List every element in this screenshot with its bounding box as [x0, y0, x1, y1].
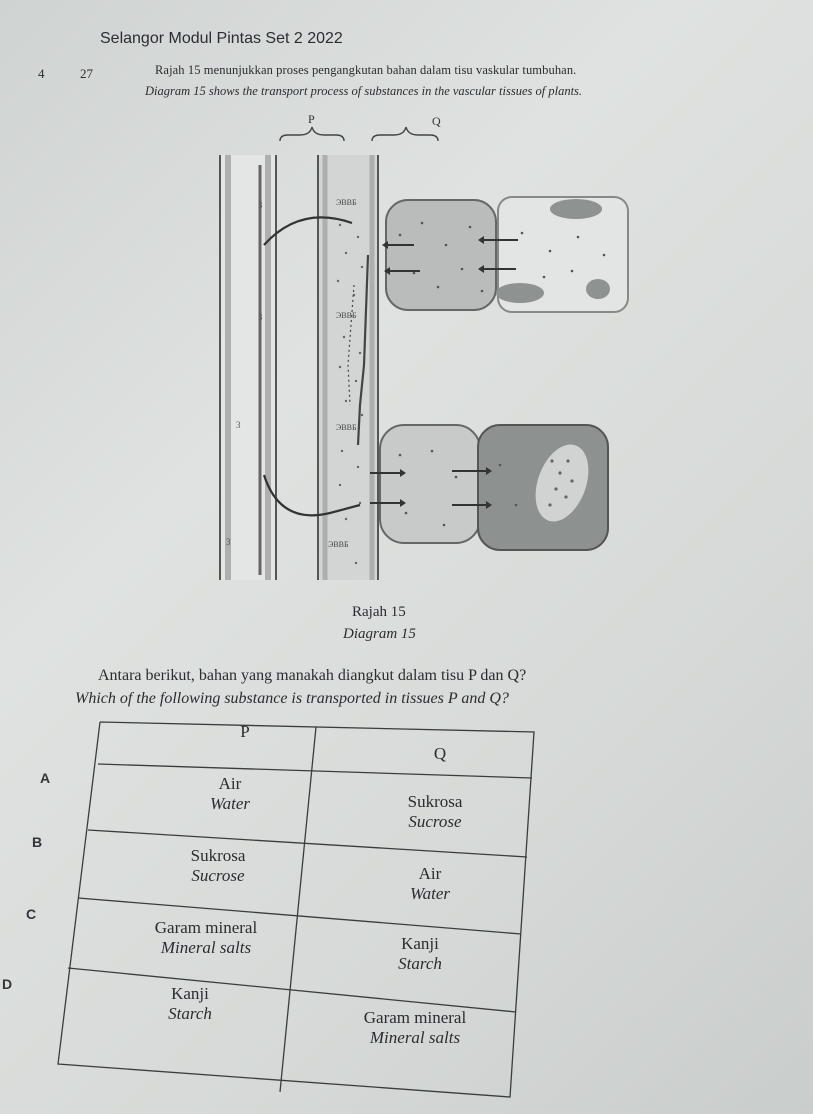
label-q: Q [432, 114, 441, 128]
option-b-p-ms: Sukrosa [190, 846, 246, 865]
svg-text:3: 3 [226, 537, 231, 547]
svg-text:ЭBBБ: ЭBBБ [328, 540, 349, 549]
option-b-p-en: Sucrose [191, 866, 245, 885]
option-d-p-ms: Kanji [171, 984, 209, 1003]
option-b-q-ms: Air [418, 864, 442, 883]
option-a-p [120, 774, 340, 814]
svg-text:3: 3 [258, 200, 263, 210]
question-text-english: Diagram 15 shows the transport process of substances in the vascular tissues of plants. [145, 84, 583, 98]
option-c-q-en: Starch [398, 954, 442, 973]
option-c-p [96, 918, 316, 958]
source-cells [382, 197, 628, 312]
margin-number: 4 [38, 66, 45, 81]
header-q: Q [433, 744, 447, 763]
option-b-p [108, 846, 328, 886]
table-grid [40, 712, 560, 1112]
answer-table [2, 712, 560, 1112]
option-a-q-en: Sucrose [408, 812, 462, 831]
option-d-letter: D [2, 976, 13, 992]
diagram-caption-english: Diagram 15 [343, 626, 416, 642]
svg-text:ЭBBБ: ЭBBБ [336, 198, 357, 207]
svg-text:3: 3 [258, 312, 263, 322]
option-b-q-en: Water [410, 884, 450, 903]
option-c-p-en: Mineral salts [160, 938, 252, 957]
prompt-malay: Antara berikut, bahan yang manakah diangkut dalam tisu P dan Q? [98, 667, 527, 684]
svg-text:ЭBBБ: ЭBBБ [336, 311, 357, 320]
question-text-malay: Rajah 15 menunjukkan proses pengangkutan bahan dalam tisu vaskular tumbuhan. [155, 63, 577, 77]
option-d-q-en: Mineral salts [369, 1028, 461, 1047]
svg-text:3: 3 [236, 420, 241, 430]
diagram-caption-malay: Rajah 15 [352, 604, 406, 620]
option-c-letter: C [26, 906, 37, 922]
option-d-p [80, 984, 300, 1024]
option-c-q [310, 934, 530, 974]
option-c-q-ms: Kanji [401, 934, 439, 953]
header-p: P [240, 722, 250, 741]
option-c-p-ms: Garam mineral [154, 918, 258, 937]
source-header: Selangor Modul Pintas Set 2 2022 [100, 30, 343, 47]
option-a-p-en: Water [210, 794, 250, 813]
xylem-vessel [220, 155, 276, 580]
option-a-p-ms: Air [218, 774, 242, 793]
prompt-english: Which of the following substance is transported in tissues P and Q? [75, 690, 509, 707]
option-d-q-ms: Garam mineral [363, 1008, 467, 1027]
option-a-q [325, 792, 545, 832]
sink-cells [370, 425, 608, 550]
brace-p [280, 127, 344, 141]
question-number: 27 [80, 66, 93, 81]
label-p: P [308, 112, 315, 126]
phloem-sieve-tube [318, 155, 378, 580]
option-a-q-ms: Sukrosa [407, 792, 463, 811]
vascular-tissue-diagram [200, 105, 640, 590]
option-b-letter: B [32, 834, 43, 850]
option-d-q [305, 1008, 525, 1048]
brace-q [372, 127, 438, 141]
option-b-q [320, 864, 540, 904]
svg-text:ЭBBБ: ЭBBБ [336, 423, 357, 432]
option-a-letter: A [40, 770, 51, 786]
option-d-p-en: Starch [168, 1004, 212, 1023]
